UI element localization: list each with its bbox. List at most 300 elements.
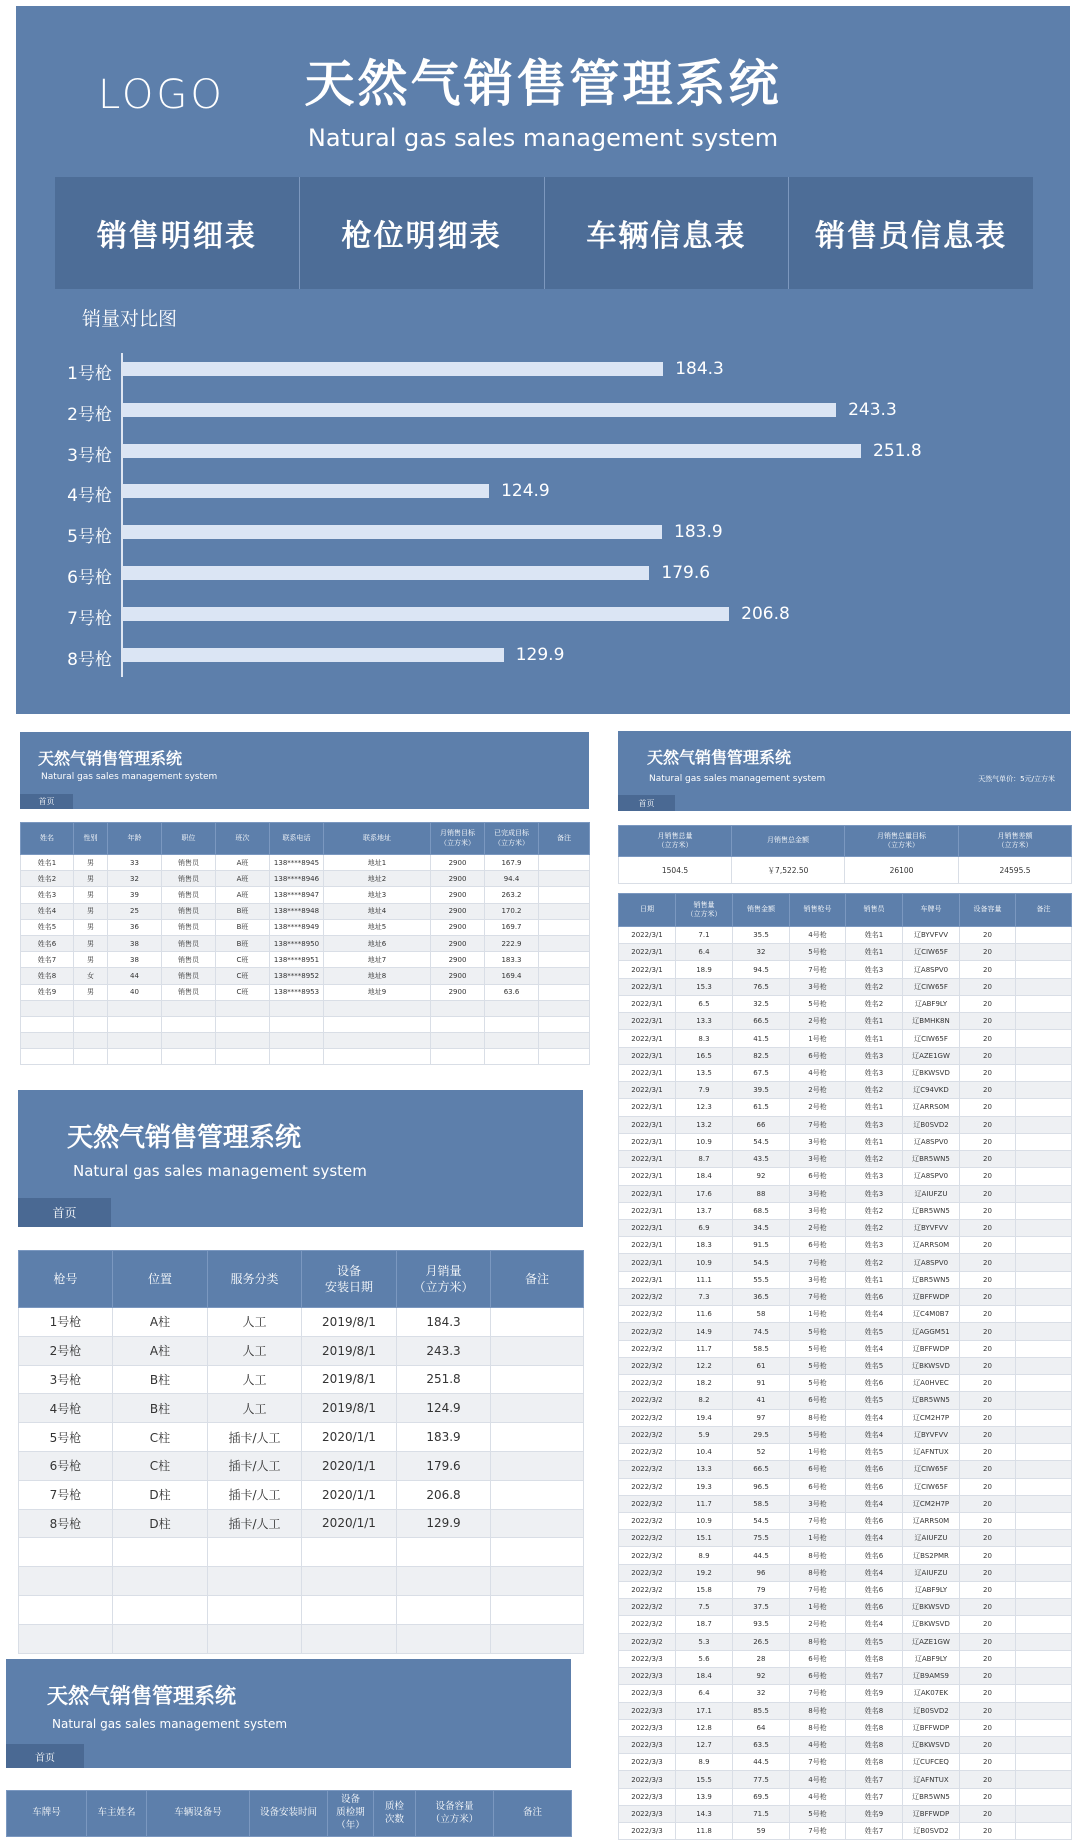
gun-cell[interactable]: [491, 1538, 584, 1567]
sales-cell[interactable]: 姓名1: [846, 1099, 903, 1116]
salesperson-cell[interactable]: [21, 1016, 74, 1032]
salesperson-cell[interactable]: 2900: [431, 935, 485, 951]
gun-cell[interactable]: [302, 1595, 397, 1624]
sales-cell[interactable]: 2022/3/3: [619, 1754, 676, 1771]
salesperson-cell[interactable]: [539, 1000, 590, 1016]
sales-cell[interactable]: 20: [960, 1754, 1016, 1771]
sales-cell[interactable]: 3号枪: [790, 1495, 846, 1512]
sales-cell[interactable]: 18.7: [676, 1616, 733, 1633]
sales-cell[interactable]: 2022/3/2: [619, 1392, 676, 1409]
gun-cell[interactable]: [491, 1595, 584, 1624]
gun-cell[interactable]: 2019/8/1: [302, 1336, 397, 1365]
salesperson-empty-row[interactable]: [21, 1033, 590, 1049]
sales-cell[interactable]: 4号枪: [790, 927, 846, 944]
sales-cell[interactable]: 7.9: [676, 1082, 733, 1099]
gun-cell[interactable]: B柱: [113, 1365, 208, 1394]
sales-cell[interactable]: 姓名4: [846, 1616, 903, 1633]
sales-cell[interactable]: 2022/3/2: [619, 1495, 676, 1512]
sales-cell[interactable]: 20: [960, 1030, 1016, 1047]
gun-empty-row[interactable]: [19, 1538, 584, 1567]
salesperson-cell[interactable]: A班: [216, 855, 270, 871]
sales-cell[interactable]: 96.5: [733, 1478, 790, 1495]
sales-cell[interactable]: 2022/3/2: [619, 1340, 676, 1357]
sales-cell[interactable]: 姓名6: [846, 1288, 903, 1305]
sales-cell[interactable]: 10.9: [676, 1512, 733, 1529]
gun-cell[interactable]: 4号枪: [19, 1394, 113, 1423]
sales-row[interactable]: [619, 1530, 1072, 1547]
sales-cell[interactable]: 辽BFFWDP: [903, 1340, 960, 1357]
sales-cell[interactable]: 20: [960, 1478, 1016, 1495]
sales-cell[interactable]: 2号枪: [790, 1082, 846, 1099]
salesperson-cell[interactable]: [216, 1049, 270, 1065]
sales-cell[interactable]: 辽BR5WN5: [903, 1788, 960, 1805]
sales-row[interactable]: [619, 1047, 1072, 1064]
sales-cell[interactable]: 姓名1: [846, 1133, 903, 1150]
salesperson-cell[interactable]: [74, 1033, 108, 1049]
gun-cell[interactable]: B柱: [113, 1394, 208, 1423]
gun-row[interactable]: [19, 1336, 584, 1365]
sales-cell[interactable]: 5号枪: [790, 1375, 846, 1392]
sales-cell[interactable]: 92: [733, 1668, 790, 1685]
gun-cell[interactable]: 6号枪: [19, 1451, 113, 1480]
salesperson-cell[interactable]: 2900: [431, 919, 485, 935]
sales-cell[interactable]: [1016, 1599, 1072, 1616]
sales-cell[interactable]: 37.5: [733, 1599, 790, 1616]
sales-cell[interactable]: 29.5: [733, 1426, 790, 1443]
sales-cell[interactable]: 20: [960, 961, 1016, 978]
sales-cell[interactable]: [1016, 1409, 1072, 1426]
sales-cell[interactable]: 15.5: [676, 1771, 733, 1788]
sales-cell[interactable]: 14.3: [676, 1805, 733, 1822]
sales-cell[interactable]: 20: [960, 1668, 1016, 1685]
sales-cell[interactable]: 2022/3/2: [619, 1288, 676, 1305]
sales-row[interactable]: [619, 1030, 1072, 1047]
sales-cell[interactable]: 20: [960, 1340, 1016, 1357]
salesperson-cell[interactable]: 姓名5: [21, 919, 74, 935]
sales-cell[interactable]: 姓名1: [846, 1271, 903, 1288]
sales-cell[interactable]: 18.3: [676, 1237, 733, 1254]
sales-cell[interactable]: [1016, 1357, 1072, 1374]
sales-cell[interactable]: 姓名6: [846, 1512, 903, 1529]
salesperson-cell[interactable]: 姓名6: [21, 935, 74, 951]
sales-cell[interactable]: 10.4: [676, 1444, 733, 1461]
sales-cell[interactable]: 姓名8: [846, 1650, 903, 1667]
sales-cell[interactable]: 14.9: [676, 1323, 733, 1340]
sales-cell[interactable]: 姓名5: [846, 1392, 903, 1409]
sales-row[interactable]: [619, 927, 1072, 944]
sales-cell[interactable]: 20: [960, 1288, 1016, 1305]
sales-cell[interactable]: 2022/3/3: [619, 1668, 676, 1685]
gun-cell[interactable]: 2019/8/1: [302, 1365, 397, 1394]
sales-cell[interactable]: 13.2: [676, 1116, 733, 1133]
sales-cell[interactable]: 3号枪: [790, 1271, 846, 1288]
salesperson-cell[interactable]: [162, 1016, 216, 1032]
sales-cell[interactable]: 68.5: [733, 1202, 790, 1219]
salesperson-empty-row[interactable]: [21, 1016, 590, 1032]
gun-cell[interactable]: 206.8: [397, 1480, 491, 1509]
salesperson-empty-row[interactable]: [21, 1049, 590, 1065]
gun-cell[interactable]: [491, 1451, 584, 1480]
salesperson-cell[interactable]: 男: [74, 984, 108, 1000]
sales-row[interactable]: [619, 978, 1072, 995]
salesperson-cell[interactable]: 44: [108, 968, 162, 984]
salesperson-cell[interactable]: 25: [108, 903, 162, 919]
salesperson-cell[interactable]: [21, 1049, 74, 1065]
salesperson-cell[interactable]: 地址6: [324, 935, 431, 951]
salesperson-cell[interactable]: 33: [108, 855, 162, 871]
sales-row[interactable]: [619, 1771, 1072, 1788]
salesperson-cell[interactable]: 138****8952: [270, 968, 324, 984]
sales-cell[interactable]: 辽BYVFVV: [903, 927, 960, 944]
sales-cell[interactable]: 6.9: [676, 1219, 733, 1236]
sales-cell[interactable]: 39.5: [733, 1082, 790, 1099]
sales-cell[interactable]: 2022/3/2: [619, 1426, 676, 1443]
gun-cell[interactable]: 插卡/人工: [208, 1423, 302, 1452]
sales-cell[interactable]: 辽ABF9LY: [903, 1581, 960, 1598]
gun-cell[interactable]: 251.8: [397, 1365, 491, 1394]
sales-row[interactable]: [619, 1099, 1072, 1116]
sales-cell[interactable]: 94.5: [733, 961, 790, 978]
sales-cell[interactable]: 35.5: [733, 927, 790, 944]
sales-cell[interactable]: 20: [960, 1151, 1016, 1168]
sales-cell[interactable]: 13.9: [676, 1788, 733, 1805]
sales-cell[interactable]: 12.7: [676, 1737, 733, 1754]
sales-cell[interactable]: 辽C4M0B7: [903, 1306, 960, 1323]
sales-row[interactable]: [619, 1151, 1072, 1168]
salesperson-cell[interactable]: [324, 1000, 431, 1016]
sales-cell[interactable]: 20: [960, 1564, 1016, 1581]
sales-cell[interactable]: 76.5: [733, 978, 790, 995]
sales-cell[interactable]: 61.5: [733, 1099, 790, 1116]
salesperson-cell[interactable]: [431, 1033, 485, 1049]
sales-cell[interactable]: 7.3: [676, 1288, 733, 1305]
sales-cell[interactable]: 10.9: [676, 1133, 733, 1150]
salesperson-cell[interactable]: [108, 1033, 162, 1049]
sales-cell[interactable]: 2022/3/2: [619, 1530, 676, 1547]
sales-cell[interactable]: [1016, 1478, 1072, 1495]
sales-cell[interactable]: 54.5: [733, 1133, 790, 1150]
sales-cell[interactable]: 5号枪: [790, 995, 846, 1012]
salesperson-cell[interactable]: 姓名1: [21, 855, 74, 871]
sales-cell[interactable]: 20: [960, 1702, 1016, 1719]
sales-cell[interactable]: 92: [733, 1168, 790, 1185]
sales-cell[interactable]: 75.5: [733, 1530, 790, 1547]
salesperson-cell[interactable]: [539, 952, 590, 968]
sales-cell[interactable]: 姓名7: [846, 1788, 903, 1805]
gun-cell[interactable]: 124.9: [397, 1394, 491, 1423]
sales-cell[interactable]: [1016, 1185, 1072, 1202]
sales-cell[interactable]: 辽CIW65F: [903, 1478, 960, 1495]
sales-cell[interactable]: [1016, 944, 1072, 961]
sales-cell[interactable]: 44.5: [733, 1754, 790, 1771]
salesperson-cell[interactable]: [431, 1000, 485, 1016]
sales-cell[interactable]: 2022/3/3: [619, 1650, 676, 1667]
sales-cell[interactable]: 12.8: [676, 1719, 733, 1736]
salesperson-cell[interactable]: [324, 1049, 431, 1065]
sales-cell[interactable]: 2022/3/3: [619, 1719, 676, 1736]
salesperson-cell[interactable]: 姓名9: [21, 984, 74, 1000]
sales-cell[interactable]: 2022/3/1: [619, 1116, 676, 1133]
gun-cell[interactable]: [491, 1624, 584, 1653]
gun-cell[interactable]: 243.3: [397, 1336, 491, 1365]
sales-cell[interactable]: 11.1: [676, 1271, 733, 1288]
sales-cell[interactable]: [1016, 1254, 1072, 1271]
salesperson-cell[interactable]: [270, 1016, 324, 1032]
sales-cell[interactable]: 姓名8: [846, 1754, 903, 1771]
sales-cell[interactable]: 2022/3/1: [619, 995, 676, 1012]
salesperson-cell[interactable]: 地址1: [324, 855, 431, 871]
sales-row[interactable]: [619, 1650, 1072, 1667]
sales-cell[interactable]: 20: [960, 1237, 1016, 1254]
sales-cell[interactable]: [1016, 961, 1072, 978]
sales-cell[interactable]: 20: [960, 1547, 1016, 1564]
salesperson-row[interactable]: [21, 935, 590, 951]
sales-cell[interactable]: [1016, 1444, 1072, 1461]
sales-cell[interactable]: 11.8: [676, 1823, 733, 1840]
salesperson-cell[interactable]: 138****8953: [270, 984, 324, 1000]
salesperson-cell[interactable]: [108, 1049, 162, 1065]
salesperson-cell[interactable]: 138****8946: [270, 871, 324, 887]
gun-cell[interactable]: [19, 1595, 113, 1624]
sales-cell[interactable]: 8号枪: [790, 1547, 846, 1564]
sales-cell[interactable]: 姓名4: [846, 1564, 903, 1581]
sales-row[interactable]: [619, 961, 1072, 978]
sales-cell[interactable]: [1016, 1788, 1072, 1805]
gun-cell[interactable]: 2020/1/1: [302, 1480, 397, 1509]
salesperson-cell[interactable]: [431, 1049, 485, 1065]
sales-row[interactable]: [619, 1805, 1072, 1822]
sales-cell[interactable]: 20: [960, 1357, 1016, 1374]
gun-cell[interactable]: 2019/8/1: [302, 1308, 397, 1337]
sales-row[interactable]: [619, 1254, 1072, 1271]
salesperson-cell[interactable]: [216, 1033, 270, 1049]
sales-cell[interactable]: 6.5: [676, 995, 733, 1012]
salesperson-cell[interactable]: [431, 1016, 485, 1032]
sales-cell[interactable]: 2022/3/2: [619, 1599, 676, 1616]
sales-cell[interactable]: 姓名1: [846, 927, 903, 944]
sales-cell[interactable]: 63.5: [733, 1737, 790, 1754]
gun-empty-row[interactable]: [19, 1624, 584, 1653]
gun-cell[interactable]: D柱: [113, 1480, 208, 1509]
sales-cell[interactable]: [1016, 1685, 1072, 1702]
gun-cell[interactable]: [491, 1509, 584, 1538]
sales-cell[interactable]: 91.5: [733, 1237, 790, 1254]
sales-cell[interactable]: 66: [733, 1116, 790, 1133]
sales-cell[interactable]: 20: [960, 927, 1016, 944]
gun-cell[interactable]: 1号枪: [19, 1308, 113, 1337]
sales-row[interactable]: [619, 1288, 1072, 1305]
sales-cell[interactable]: 2022/3/1: [619, 1185, 676, 1202]
salesperson-cell[interactable]: 138****8945: [270, 855, 324, 871]
salesperson-cell[interactable]: 男: [74, 952, 108, 968]
sales-cell[interactable]: [1016, 1013, 1072, 1030]
sales-cell[interactable]: [1016, 1461, 1072, 1478]
salesperson-cell[interactable]: 姓名4: [21, 903, 74, 919]
sales-row[interactable]: [619, 1547, 1072, 1564]
sales-cell[interactable]: 7号枪: [790, 1512, 846, 1529]
sales-cell[interactable]: 辽BR5WN5: [903, 1271, 960, 1288]
sales-cell[interactable]: 20: [960, 1099, 1016, 1116]
sales-row[interactable]: [619, 1823, 1072, 1840]
home-button[interactable]: 首页: [618, 795, 675, 811]
salesperson-cell[interactable]: [485, 1000, 539, 1016]
sales-cell[interactable]: 辽BS2PMR: [903, 1547, 960, 1564]
salesperson-cell[interactable]: 姓名7: [21, 952, 74, 968]
sales-row[interactable]: [619, 1754, 1072, 1771]
sales-cell[interactable]: [1016, 1719, 1072, 1736]
salesperson-cell[interactable]: [539, 1049, 590, 1065]
salesperson-cell[interactable]: [108, 1000, 162, 1016]
salesperson-cell[interactable]: 销售员: [162, 855, 216, 871]
gun-cell[interactable]: [397, 1538, 491, 1567]
sales-cell[interactable]: 姓名8: [846, 1737, 903, 1754]
gun-cell[interactable]: [302, 1538, 397, 1567]
salesperson-cell[interactable]: 销售员: [162, 919, 216, 935]
sales-cell[interactable]: [1016, 1030, 1072, 1047]
sales-cell[interactable]: 姓名6: [846, 1599, 903, 1616]
salesperson-cell[interactable]: B班: [216, 935, 270, 951]
salesperson-cell[interactable]: 地址8: [324, 968, 431, 984]
gun-cell[interactable]: [19, 1567, 113, 1596]
sales-cell[interactable]: 姓名5: [846, 1357, 903, 1374]
sales-cell[interactable]: 姓名3: [846, 1047, 903, 1064]
sales-cell[interactable]: [1016, 927, 1072, 944]
gun-row[interactable]: [19, 1480, 584, 1509]
sales-row[interactable]: [619, 944, 1072, 961]
sales-cell[interactable]: 6号枪: [790, 1478, 846, 1495]
sales-cell[interactable]: [1016, 1823, 1072, 1840]
sales-cell[interactable]: 3号枪: [790, 978, 846, 995]
sales-cell[interactable]: 辽BYVFVV: [903, 1219, 960, 1236]
gun-row[interactable]: [19, 1365, 584, 1394]
salesperson-cell[interactable]: 2900: [431, 903, 485, 919]
sales-cell[interactable]: 20: [960, 1633, 1016, 1650]
sales-cell[interactable]: 2022/3/1: [619, 1082, 676, 1099]
sales-cell[interactable]: [1016, 1237, 1072, 1254]
sales-cell[interactable]: 辽A8SPV0: [903, 1133, 960, 1150]
sales-cell[interactable]: 20: [960, 978, 1016, 995]
sales-cell[interactable]: 姓名8: [846, 1702, 903, 1719]
nav-vehicle-info-button[interactable]: 车辆信息表: [545, 177, 790, 289]
home-button[interactable]: 首页: [6, 1744, 84, 1768]
sales-cell[interactable]: 辽BKWSVD: [903, 1616, 960, 1633]
sales-cell[interactable]: 20: [960, 1392, 1016, 1409]
gun-row[interactable]: [19, 1394, 584, 1423]
sales-cell[interactable]: 4号枪: [790, 1064, 846, 1081]
salesperson-cell[interactable]: [270, 1033, 324, 1049]
sales-cell[interactable]: 辽B0SVD2: [903, 1823, 960, 1840]
salesperson-row[interactable]: [21, 871, 590, 887]
sales-cell[interactable]: [1016, 1702, 1072, 1719]
sales-cell[interactable]: 2022/3/3: [619, 1737, 676, 1754]
sales-cell[interactable]: 20: [960, 1064, 1016, 1081]
sales-cell[interactable]: 5号枪: [790, 1340, 846, 1357]
sales-cell[interactable]: 2022/3/2: [619, 1581, 676, 1598]
sales-cell[interactable]: 5号枪: [790, 1426, 846, 1443]
sales-cell[interactable]: 4号枪: [790, 1788, 846, 1805]
sales-cell[interactable]: 6.4: [676, 1685, 733, 1702]
sales-cell[interactable]: 26.5: [733, 1633, 790, 1650]
sales-cell[interactable]: 2022/3/1: [619, 1168, 676, 1185]
sales-row[interactable]: [619, 1426, 1072, 1443]
sales-cell[interactable]: 6.4: [676, 944, 733, 961]
salesperson-cell[interactable]: 地址7: [324, 952, 431, 968]
sales-cell[interactable]: 1号枪: [790, 1599, 846, 1616]
sales-cell[interactable]: 辽A8SPV0: [903, 1254, 960, 1271]
sales-cell[interactable]: 辽BYVFVV: [903, 1426, 960, 1443]
sales-cell[interactable]: 8号枪: [790, 1719, 846, 1736]
sales-cell[interactable]: 93.5: [733, 1616, 790, 1633]
sales-cell[interactable]: 71.5: [733, 1805, 790, 1822]
salesperson-cell[interactable]: 地址9: [324, 984, 431, 1000]
sales-cell[interactable]: 16.5: [676, 1047, 733, 1064]
gun-cell[interactable]: 人工: [208, 1308, 302, 1337]
sales-cell[interactable]: 12.3: [676, 1099, 733, 1116]
sales-cell[interactable]: 2号枪: [790, 1219, 846, 1236]
sales-cell[interactable]: 11.7: [676, 1340, 733, 1357]
sales-cell[interactable]: 姓名3: [846, 1168, 903, 1185]
sales-cell[interactable]: 20: [960, 1202, 1016, 1219]
salesperson-cell[interactable]: 女: [74, 968, 108, 984]
sales-cell[interactable]: 2022/3/1: [619, 944, 676, 961]
sales-row[interactable]: [619, 1444, 1072, 1461]
sales-cell[interactable]: 姓名6: [846, 1375, 903, 1392]
sales-cell[interactable]: 2022/3/2: [619, 1547, 676, 1564]
sales-cell[interactable]: 20: [960, 1254, 1016, 1271]
sales-row[interactable]: [619, 1737, 1072, 1754]
gun-row[interactable]: [19, 1509, 584, 1538]
sales-cell[interactable]: 姓名7: [846, 1823, 903, 1840]
gun-cell[interactable]: [19, 1538, 113, 1567]
sales-cell[interactable]: 姓名2: [846, 1254, 903, 1271]
gun-cell[interactable]: [491, 1394, 584, 1423]
home-button[interactable]: 首页: [18, 1198, 111, 1227]
salesperson-row[interactable]: [21, 984, 590, 1000]
sales-cell[interactable]: 姓名3: [846, 1064, 903, 1081]
sales-cell[interactable]: 7号枪: [790, 961, 846, 978]
sales-cell[interactable]: 8.7: [676, 1151, 733, 1168]
sales-row[interactable]: [619, 1185, 1072, 1202]
sales-cell[interactable]: 姓名4: [846, 1409, 903, 1426]
sales-cell[interactable]: [1016, 1271, 1072, 1288]
sales-cell[interactable]: 2022/3/1: [619, 1271, 676, 1288]
sales-cell[interactable]: 5.6: [676, 1650, 733, 1667]
sales-cell[interactable]: 姓名3: [846, 1116, 903, 1133]
sales-cell[interactable]: [1016, 1116, 1072, 1133]
gun-cell[interactable]: [302, 1624, 397, 1653]
sales-cell[interactable]: [1016, 1530, 1072, 1547]
sales-cell[interactable]: 2022/3/3: [619, 1685, 676, 1702]
salesperson-cell[interactable]: A班: [216, 887, 270, 903]
sales-cell[interactable]: 20: [960, 1512, 1016, 1529]
salesperson-row[interactable]: [21, 968, 590, 984]
salesperson-cell[interactable]: 222.9: [485, 935, 539, 951]
sales-cell[interactable]: [1016, 1064, 1072, 1081]
sales-row[interactable]: [619, 1133, 1072, 1150]
sales-cell[interactable]: 20: [960, 1168, 1016, 1185]
sales-cell[interactable]: 辽BFFWDP: [903, 1288, 960, 1305]
sales-cell[interactable]: 15.8: [676, 1581, 733, 1598]
sales-cell[interactable]: [1016, 1306, 1072, 1323]
gun-cell[interactable]: 2020/1/1: [302, 1509, 397, 1538]
sales-cell[interactable]: 11.7: [676, 1495, 733, 1512]
sales-cell[interactable]: 52: [733, 1444, 790, 1461]
sales-cell[interactable]: 辽C94VKD: [903, 1082, 960, 1099]
sales-cell[interactable]: 20: [960, 1185, 1016, 1202]
sales-cell[interactable]: 1号枪: [790, 1306, 846, 1323]
sales-cell[interactable]: 20: [960, 1444, 1016, 1461]
salesperson-cell[interactable]: 2900: [431, 984, 485, 1000]
